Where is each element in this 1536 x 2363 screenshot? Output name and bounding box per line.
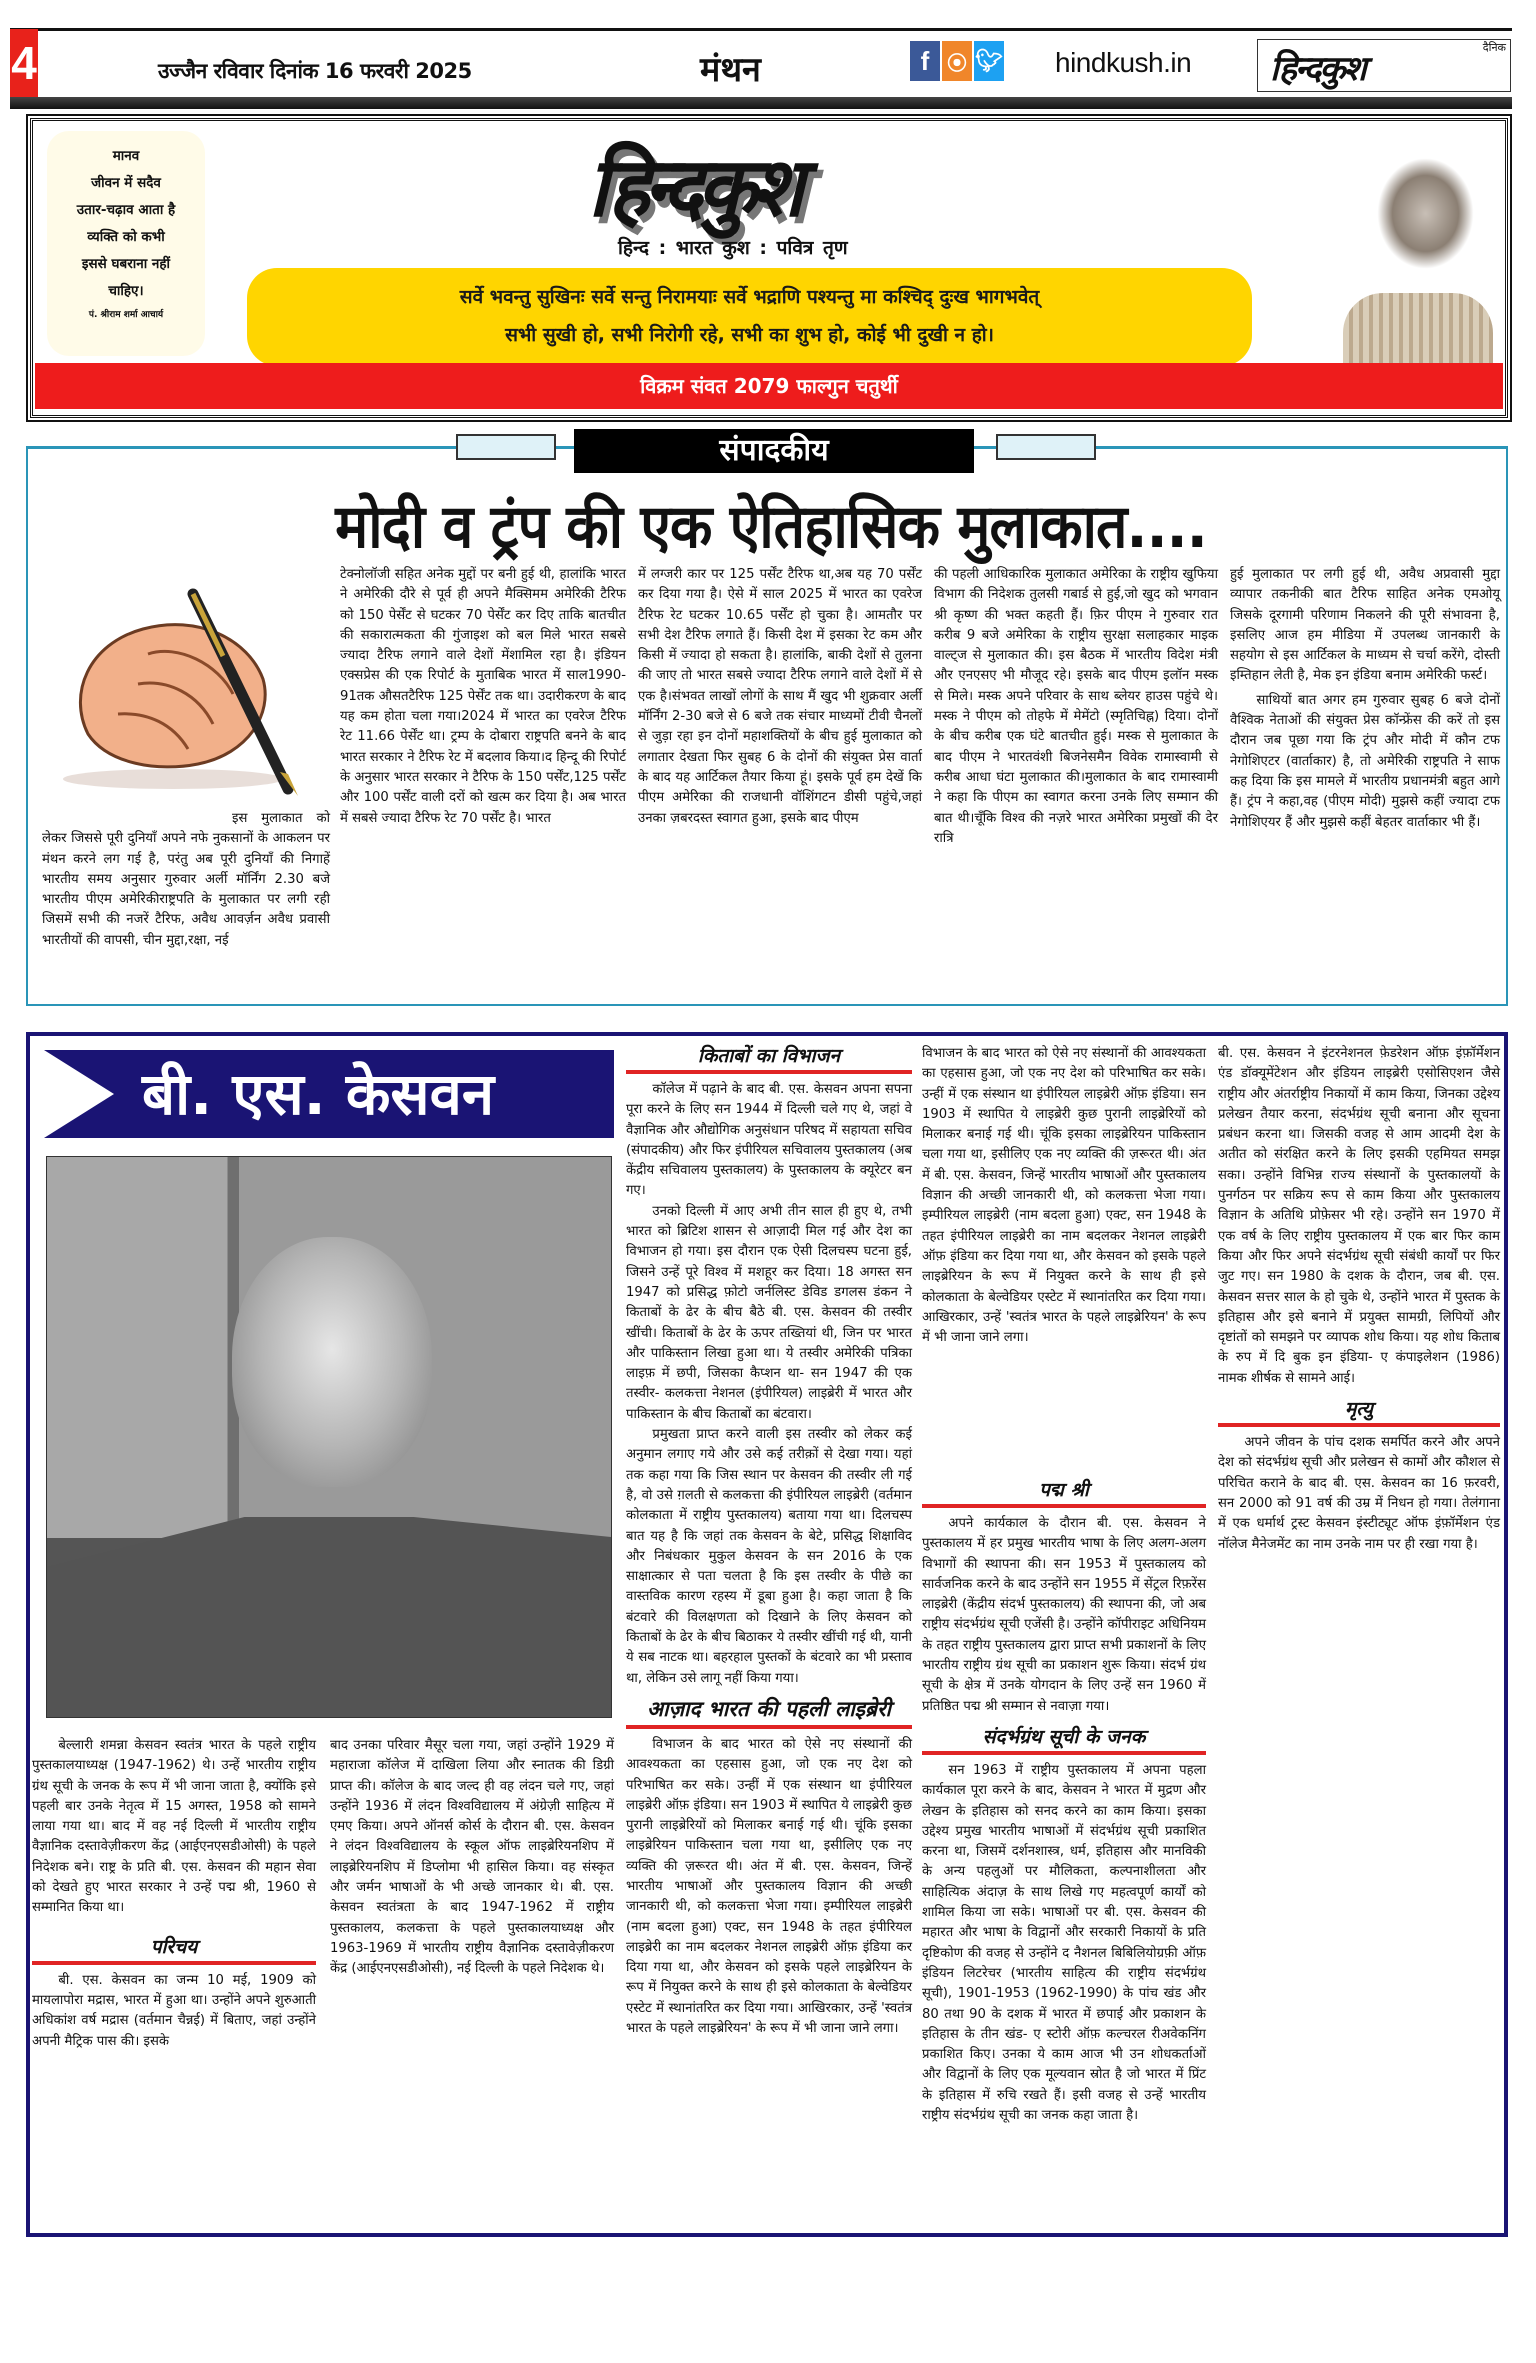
feature-intro: बेल्लारी शमन्ना केसवन स्वतंत्र भारत के पहले राष्ट्रीय पुस्तकालयाध्यक्ष (1947-1962) थे। उन्हें भारतीय राष्ट्रीय ग्रंथ सूची के जनक के रूप में भी जाना जाता है, क्योंकि इसे पहली बार उनके नेतृत्व में 15 अगस्त, 1958 को सामने लाया गया था। बाद में वह नई दिल्ली में भारतीय राष्ट्रीय वैज्ञानिक दस्तावेज़ीकरण केंद्र (आईएनएसडीओसी) के पहले निदेशक बने। राष्ट्र के प्रति बी. एस. केसवन की महान सेवा को देखते हुए भारत सरकार ने उन्हें पद्म श्री, 1960 से सम्मानित किया था।	[32, 1738, 316, 1916]
mini-logo-name: हिन्दकुश	[1270, 49, 1365, 89]
quote-line: व्यक्ति को कभी	[87, 229, 165, 245]
quote-author: पं. श्रीराम शर्मा आचार्य	[88, 310, 164, 320]
folio-rule	[10, 97, 1512, 109]
masthead	[30, 118, 1508, 418]
label-wing	[456, 434, 556, 460]
editorial-label: संपादकीय	[574, 429, 974, 473]
brand-logo: हिन्दकुश	[588, 139, 799, 236]
editorial-col-2	[340, 565, 626, 829]
death-p1: अपने जीवन के पांच दशक समर्पित करने और अपने देश को संदर्भग्रंथ सूची और प्रलेखन से कामों और कौशल से परिचित कराने के बाद बी. एस. केसवन का 16 फ़रवरी, सन 2000 को 91 वर्ष की उम्र में निधन हो गया। तेलंगाना में एक धर्मार्थ ट्रस्ट केसवन इंस्टीट्यूट ऑफ इंफ़ॉर्मेशन एंड नॉलेज मैनेजमेंट का नाम उनके नाम पर ही रखा गया है।	[1218, 1435, 1500, 1552]
editorial-headline: मोदी व ट्रंप की एक ऐतिहासिक मुलाकात....	[335, 492, 1207, 562]
shloka-hindi: सभी सुखी हो, सभी निरोगी रहे, सभी का शुभ हो, कोई भी दुखी न हो।	[505, 324, 994, 346]
kesavan-photo	[46, 1156, 612, 1718]
editorial-col-4	[934, 565, 1218, 849]
quote-line: जीवन में सदैव	[91, 175, 161, 191]
mini-logo-daily: दैनिक	[1482, 41, 1506, 54]
feature-col-5	[1218, 1044, 1500, 1555]
quote-line: उतार-चढ़ाव आता है	[76, 202, 176, 218]
subhead-padma: पद्म श्री	[922, 1476, 1206, 1508]
vibhajan-p2: उनको दिल्ली में आए अभी तीन साल ही हुए थे, तभी भारत को ब्रिटिश शासन से आज़ादी मिल गई और देश का विभाजन हो गया। इस दौरान एक ऐसी दिलचस्प घटना हुई, जिसने उन्हें पूरे विश्व में मशहूर कर दिया। 18 अगस्त सन 1947 को प्रसिद्ध फ़ोटो जर्नलिस्ट डेविड डगलस डंकन ने किताबों के ढेर के बीच बैठे बी. एस. केसवन की तस्वीर खींची। किताबों के ढेर के ऊपर तख्तियां थी, जिन पर भारत और पाकिस्तान लिखा हुआ था। ये तस्वीर अमेरिकी पत्रिका लाइफ़ में छपी, जिसका कैप्शन था- सन 1947 की एक तस्वीर- कलकत्ता नेशनल (इंपीरियल) लाइब्रेरी में भारत और पाकिस्तान के बीच किताबों का बंटवारा।	[626, 1203, 912, 1422]
website-link[interactable]: hindkush.in	[1055, 47, 1192, 78]
founder-portrait	[1343, 133, 1493, 363]
editorial-col-5-p1: हुई मुलाकात पर लगी हुई थी, अवैध अप्रवासी मुद्दा व्यापार तकनीकी बात टैरिफ साहित अनेक एमओयू जिसके दूरगामी परिणाम निकलने की पूरी संभावना है, इसलिए आज हम मीडिया में उपलब्ध जानकारी के सहयोग से इस आर्टिकल के माध्यम से चर्चा करेंगे, दोस्ती इम्तिहान लेती है, मेक इन इंडिया बनाम अमेरिकी फर्स्ट।	[1230, 567, 1500, 684]
subhead-parichay: परिचय	[32, 1933, 316, 1965]
subhead-library: आज़ाद भारत की पहली लाइब्रेरी	[626, 1695, 912, 1729]
twitter-icon[interactable]: 🐦︎	[974, 41, 1004, 81]
editorial-label-wrap	[456, 429, 1098, 471]
library-p1-start: विभाजन के बाद भारत को ऐसे नए संस्थानों की आवश्यकता का एहसास हुआ, जो एक नए देश को परिभाषित कर सके। उन्हीं में एक संस्थान था इंपीरियल लाइब्रेरी ऑफ़ इंडिया। सन 1903 में स्थापित ये लाइब्रेरी कुछ पुरानी लाइब्रेरियों को मिलाकर बनाई गई थी। चूंकि इसका लाइब्रेरियन पाकिस्तान चला गया था, इसीलिए एक नए व्यक्ति की ज़रूरत थी। अंत में बी. एस. केसवन, जिन्हें भारतीय भाषाओं और पुस्तकालय विज्ञान की अच्छी जानकारी थी, को कलकत्ता भेजा गया। इम्पीरियल लाइब्रेरी (नाम बदला हुआ) एक्ट, सन 1948 के तहत इंपीरियल लाइब्रेरी का नाम बदलकर नेशनल लाइब्रेरी ऑफ़ इंडिया कर दिया गया था, और केसवन को इसके पहले लाइब्रेरियन के रूप में नियुक्त करने के साथ ही इसे कोलकाता के बेल्वेडियर एस्टेट में स्थानांतरित कर दिया गया। आखिरकार, उन्हें 'स्वतंत्र भारत के पहले लाइब्रेरियन' के रूप में भी जाना जाने लगा।	[626, 1736, 912, 2037]
feature-col-1	[32, 1736, 316, 2052]
padma-p1: अपने कार्यकाल के दौरान बी. एस. केसवन ने पुस्तकालय में हर प्रमुख भारतीय भाषा के लिए अलग-अलग विभागों की स्थापना की। सन 1953 में पुस्तकालय को सार्वजनिक करने के बाद उन्होंने सन 1955 में सेंट्रल रिफ़रेंस लाइब्रेरी (केंद्रीय संदर्भ पुस्तकालय) की स्थापना की, जो अब राष्ट्रीय संदर्भग्रंथ सूची एजेंसी है। उन्होंने कॉपीराइट अधिनियम के तहत राष्ट्रीय पुस्तकालय द्वारा प्राप्त सभी प्रकाशनों के लिए भारतीय राष्ट्रीय ग्रंथ सूची का प्रकाशन शुरू किया। संदर्भ ग्रंथ सूची के क्षेत्र में उनके योगदान के लिए उन्हें सन 1960 में प्रतिष्ठित पद्म श्री सम्मान से नवाज़ा गया।	[922, 1516, 1206, 1714]
feature-title: बी. एस. केसवन	[142, 1060, 495, 1128]
feature-col-4	[922, 1044, 1206, 2124]
editorial-col-3-text: में लग्जरी कार पर 125 पर्सेंट टैरिफ था,अब यह 70 पर्सेंट कर दिया गया है। ऐसे में साल 2025 में भारत का एवरेज टैरिफ रेट घटकर 10.65 पर्सेंट हो चुका है। आमतौर पर सभी देश टैरिफ लगाते हैं। किसी देश में इसका रेट कम और किसी में ज्यादा हो सकता है। हालांकि, बाकी देशों से तुलना की जाए तो भारत सबसे ज्यादा टैरिफ लगाने वाले देशों में से एक है।संभवत लाखों लोगों के साथ मैं खुद भी शुक्रवार अर्ली मॉर्निंग 2-30 बजे से 6 बजे तक संचार माध्यमों टीवी चैनलों से जुड़ा रहा इन दोनों महाशक्तियों के बीच हुई मुलाकात को लगातार देखता फिर सुबह 6 के दोनों की संयुक्त प्रेस वार्ता के बाद यह आर्टिकल तैयार किया हूं। इसके पूर्व हम देखें कि पीएम अमेरिका की राजधानी वॉशिंगटन डीसी पहुंचे,जहां उनका ज़बरदस्त स्वागत हुआ, इसके बाद पीएम	[638, 567, 922, 826]
pen-hand-illustration	[48, 584, 313, 799]
janak-p2: बी. एस. केसवन ने इंटरनेशनल फ़ेडरेशन ऑफ़ इंफ़ॉर्मेशन एंड डॉक्यूमेंटेशन और इंडियन लाइब्रेरी एसोसिएशन जैसे राष्ट्रीय और अंतर्राष्ट्रीय निकायों में काम किया, जिनका उद्देश्य प्रलेखन तैयार करना, संदर्भग्रंथ सूची बनाना और सूचना प्रबंधन करना था। जिसकी वजह से आम आदमी देश के अतीत को संरक्षित करने के लिए इसकी एहमियत समझ सका। उन्होंने विभिन्न राज्य संस्थानों के पुस्तकालयों के पुनर्गठन पर सक्रिय रूप से काम किया और पुस्तकालय विज्ञान के अतिथि प्रोफ़ेसर भी रहे। उन्होंने सन 1970 में एक वर्ष के लिए राष्ट्रीय पुस्तकालय में एक बार फिर काम किया और फिर अपने संदर्भग्रंथ सूची संबंधी कार्यों पर फिर जुट गए। सन 1980 के दशक के दौरान, जब बी. एस. केसवन सत्तर साल के हो चुके थे, उन्होंने भारत में पुस्तक के इतिहास और इसे बनाने में प्रयुक्त सामग्री, लिपियों और दृष्टांतों को समझने पर व्यापक शोध किया। यह शोध किताब के रुप में दि बुक इन इंडिया- ए कंपाइलेशन (1986) नामक शीर्षक से सामने आई।	[1218, 1046, 1500, 1386]
feature-col-3	[626, 1036, 912, 2037]
feature-title-banner	[44, 1050, 614, 1138]
janak-p1: सन 1963 में राष्ट्रीय पुस्तकालय में अपना पहला कार्यकाल पूरा करने के बाद, केसवन ने भारत में मुद्रण और लेखन के इतिहास को सनद करने का काम किया। इसका उद्देश्य प्रमुख भारतीय भाषाओं में संदर्भग्रंथ सूची प्रकाशित करना था, जिसमें दर्शनशास्त्र, धर्म, इतिहास और मानविकी के अन्य पहलुओं पर मौलिकता, कल्पनाशीलता और साहित्यिक अंदाज़ के साथ लिखे गए महत्वपूर्ण कार्यों को शामिल किया जा सके। भाषाओं पर बी. एस. केसवन की महारत और भाषा के विद्वानों और सरकारी निकायों के प्रति दृष्टिकोण की वजह से उन्होंने द नैशनल बिबिलियोग्रफ़ी ऑफ़ इंडियन लिटरेचर (भारतीय साहित्य की राष्ट्रीय संदर्भग्रंथ सूची), 1901-1953 (1962-1990) के पांच खंड और 80 तथा 90 के दशक में भारत में छपाई और प्रकाशन के इतिहास के तीन खंड- ए स्टोरी ऑफ़ कल्चरल रीअवेकनिंग प्रकाशित किए। उनका ये काम आज भी उन शोधकर्ताओं और विद्वानों के लिए एक मूल्यवान स्रोत है जो भारत में प्रिंट के इतिहास में रुचि रखते हैं। इसी वजह से उन्हें भारतीय राष्ट्रीय संदर्भग्रंथ सूची का जनक कहा जाता है।	[922, 1762, 1206, 2124]
play-triangle-icon	[44, 1050, 114, 1138]
subhead-janak: संदर्भग्रंथ सूची के जनक	[922, 1723, 1206, 1755]
editorial-col-2-text: टेक्नोलॉजी सहित अनेक मुद्दों पर बनी हुई थी, हालांकि भारत ने अमेरिकी दौरे से पूर्व ही अपने मैक्सिमम अमेरिकी टैरिफ को 150 पेर्सेंट से घटकर 70 पेर्सेंट कर दिए ताकि बातचीत की सकारात्मकता की गुंजाइश को बल मिले भारत सबसे ज्यादा टैरिफ लगाने वाले देशों मेंशामिल रहा है। इंडियन एक्सप्रेस की एक रिपोर्ट के मुताबिक भारत में साल1990-91तक औसतटैरिफ 125 पेर्सेंट तक था। उदारीकरण के बाद यह कम होता चला गया।2024 में भारत का एवरेज टैरिफ रेट 11.66 पेर्सेंट था। ट्रम्प के दोबारा राष्ट्रपति बनने के बाद भारत सरकार ने टैरिफ रेट में बदलाव किया।द हिन्दू की रिपोर्ट के अनुसार भारत सरकार ने टैरिफ के 150 पर्सेंट,125 पर्सेंट और 100 पर्सेंट वाली दरों को खत्म कर दिया है। अब भारत में सबसे ज्यादा टैरिफ रेट 70 पर्सेंट है। भारत	[340, 567, 626, 826]
shloka-sanskrit: सर्वे भवन्तु सुखिनः सर्वे सन्तु निरामयाः सर्वे भद्राणि पश्यन्तु मा कश्चिद् दुःख भागभवेत्	[459, 286, 1040, 308]
subhead-vibhajan: किताबों का विभाजन	[626, 1042, 912, 1074]
shloka-banner	[247, 268, 1252, 366]
feature-col-2-text: बाद उनका परिवार मैसूर चला गया, जहां उन्होंने 1929 में महाराजा कॉलेज में दाखिला लिया और स्नातक की डिग्री प्राप्त की। कॉलेज के बाद जल्द ही वह लंदन चले गए, जहां उन्होंने 1936 में लंदन विश्वविद्यालय में अंग्रेज़ी साहित्य में एमए किया। अपने ऑनर्स कोर्स के दौरान बी. एस. केसवन ने लंदन विश्वविद्यालय के स्कूल ऑफ लाइब्रेरियनशिप में लाइब्रेरियनशिप में डिप्लोमा भी हासिल किया। वह संस्कृत और जर्मन भाषाओं के भी अच्छे जानकार थे। बी. एस. केसवन स्वतंत्रता के बाद 1947-1962 में राष्ट्रीय पुस्तकालय, कलकत्ता के पहले पुस्तकालयाध्यक्ष और 1963-1969 में भारतीय राष्ट्रीय वैज्ञानिक दस्तावेज़ीकरण केंद्र (आईएनएसडीओसी), नई दिल्ली के पहले निदेशक थे।	[330, 1738, 614, 1977]
dateline: उज्जैन रविवार दिनांक 16 फरवरी 2025	[158, 59, 472, 83]
rss-icon[interactable]: ⦿	[942, 41, 972, 81]
editorial-col-1-text: इस मुलाकात को लेकर जिससे पूरी दुनियाँ अपने नफे नुकसानों के आकलन पर मंथन करने लग गई है, परंतु अब पूरी दुनियाँ की निगाहें भारतीय समय अनुसार गुरुवार अर्ली मॉर्निंग 2.30 बजे भारतीय पीएम अमेरिकीराष्ट्रपति के मुलाकात पर लगी रही जिसमें सभी की नजरें टैरिफ, अवैध आवर्ज़न अवैध प्रवासी भारतीयों की वापसी, चीन मुद्दा,रक्षा, नई	[42, 811, 330, 948]
vibhajan-p3: प्रमुखता प्राप्त करने वाली इस तस्वीर को लेकर कई अनुमान लगाए गये और उसे कई तरीक़ों से देखा गया। यहां तक कहा गया कि जिस स्थान पर केसवन की तस्वीर ली गई है, वो उसे ग़लती से कलकत्ता की इंपीरियल लाइब्रेरी (वर्तमान कोलकाता में राष्ट्रीय पुस्तकालय) बताया गया था। दिलचस्प बात यह है कि जहां तक केसवन के बेटे, प्रसिद्ध शिक्षाविद और निबंधकार मुकुल केसवन के सन 2016 के एक साक्षात्कार से पता चलता है कि इस तस्वीर के पीछे का वास्तविक कारण रहस्य में डूबा हुआ है। कहा जाता है कि बंटवारे की विलक्षणता को दिखाने के लिए केसवन को किताबों के ढेर के बीच बिठाकर ये तस्वीर खींची गई थी, यानी ये सब नाटक था। बहरहाल पुस्तकों के बंटवारे का भी प्रस्ताव था, लेकिन उसे लागू नहीं किया गया।	[626, 1427, 912, 1686]
editorial-col-5	[1230, 565, 1500, 833]
mini-logo	[1257, 39, 1511, 92]
editorial-section	[26, 433, 1508, 1006]
social-links	[910, 41, 1004, 81]
feature-section	[26, 1032, 1508, 2237]
parichay-text: बी. एस. केसवन का जन्म 10 मई, 1909 को मायलापोरा मद्रास, भारत में हुआ था। उन्होंने अपने शुरुआती अधिकांश वर्ष मद्रास (वर्तमान चैन्नई) में बिताए, जहां उन्होंने अपनी मैट्रिक पास की। इसके	[32, 1972, 316, 2049]
quote-box	[47, 131, 205, 356]
page-number: 4	[10, 29, 38, 97]
editorial-col-3	[638, 565, 922, 829]
editorial-col-5-p2: साथियों बात अगर हम गुरुवार सुबह 6 बजे दोनों वैश्विक नेताओं की संयुक्त प्रेस कॉन्फ्रेंस की करें तो इस दौरान जब पूछा गया कि ट्रंप और मोदी में कौन टफ नेगोशिएटर (वार्ताकार) है, तो अमेरिकी राष्ट्रपति ने साफ कह दिया कि इस मामले में भारतीय प्रधानमंत्री बहुत आगे हैं। ट्रंप ने कहा,वह (पीएम मोदी) मुझसे कहीं ज्यादा टफ नेगोशिएयर हैं और मुझसे कहीं बेहतर वार्ताकार भी हैं।	[1230, 692, 1500, 830]
quote-line: चाहिए।	[108, 283, 144, 299]
vibhajan-p1: कॉलेज में पढ़ाने के बाद बी. एस. केसवन अपना सपना पूरा करने के लिए सन 1944 में दिल्ली चले गए थे, जहां वे वैज्ञानिक और औद्योगिक अनुसंधान परिषद में सहायता सचिव (संपादकीय) और फिर इंपीरियल सचिवालय पुस्तकालय (अब केंद्रीय सचिवालय पुस्तकालय) के पुस्तकालय के क्यूरेटर बन गए।	[626, 1082, 912, 1199]
section-name: मंथन	[700, 50, 761, 90]
facebook-icon[interactable]: f	[910, 41, 940, 81]
editorial-col-4-text: की पहली आधिकारिक मुलाकात अमेरिका के राष्ट्रीय खुफिया विभाग की निदेशक तुलसी गबार्ड से हुई,जो खुद को भगवान श्री कृष्ण की भक्त कहती हैं। फ़िर पीएम ने गुरुवार रात करीब 9 बजे अमेरिका के राष्ट्रीय सुरक्षा सलाहकार माइक वाल्ट्ज से मुलाकात की। इस बैठक में भारतीय विदेश मंत्री और एनएसए भी मौजूद रहे। इसके बाद पीएम इलॉन मस्क से मिले। मस्क अपने परिवार के साथ ब्लेयर हाउस पहुंचे थे। मस्क ने पीएम को तोहफे में मेमेंटो (स्मृतिचिह्न) दिया। दोनों के बीच करीब एक घंटे बातचीत हुई। मस्क से मुलाकात के बाद पीएम ने भारतवंशी बिजनेसमैन विवेक रामास्वामी से करीब आधा घंटा मुलाकात की।मुलाकात के बाद रामास्वामी ने कहा कि पीएम का स्वागत करना उनके लिए सम्मान की बात थी।चूँकि विश्व की नज़रे भारत अमेरिका प्रमुखों की देर रात्रि	[934, 567, 1218, 846]
editorial-col-1	[42, 809, 330, 951]
quote-line: मानव	[112, 148, 140, 164]
quote-line: इससे घबराना नहीं	[81, 256, 171, 272]
tagline: हिन्द : भारत कुश : पवित्र तृण	[618, 237, 848, 259]
label-wing	[996, 434, 1096, 460]
library-p1: विभाजन के बाद भारत को ऐसे नए संस्थानों की आवश्यकता का एहसास हुआ, जो एक नए देश को परिभाषित कर सके। उन्हीं में एक संस्थान था इंपीरियल लाइब्रेरी ऑफ़ इंडिया। सन 1903 में स्थापित ये लाइब्रेरी कुछ पुरानी लाइब्रेरियों को मिलाकर बनाई गई थी। चूंकि इसका लाइब्रेरियन पाकिस्तान चला गया था, इसीलिए एक नए व्यक्ति की ज़रूरत थी। अंत में बी. एस. केसवन, जिन्हें भारतीय भाषाओं और पुस्तकालय विज्ञान की अच्छी जानकारी थी, को कलकत्ता भेजा गया। इम्पीरियल लाइब्रेरी (नाम बदला हुआ) एक्ट, सन 1948 के तहत इंपीरियल लाइब्रेरी का नाम बदलकर नेशनल लाइब्रेरी ऑफ़ इंडिया कर दिया गया था, और केसवन को इसके पहले लाइब्रेरियन के रूप में नियुक्त करने के साथ ही इसे कोलकाता के बेल्वेडियर एस्टेट में स्थानांतरित कर दिया गया। आखिरकार, उन्हें 'स्वतंत्र भारत के पहले लाइब्रेरियन' के रूप में भी जाना जाने लगा।	[922, 1046, 1206, 1346]
page-folio	[10, 28, 1512, 100]
subhead-death: मृत्यु	[1218, 1395, 1500, 1427]
feature-col-2	[330, 1736, 614, 1980]
samvat-bar: विक्रम संवत 2079 फाल्गुन चतुर्थी	[35, 363, 1503, 409]
